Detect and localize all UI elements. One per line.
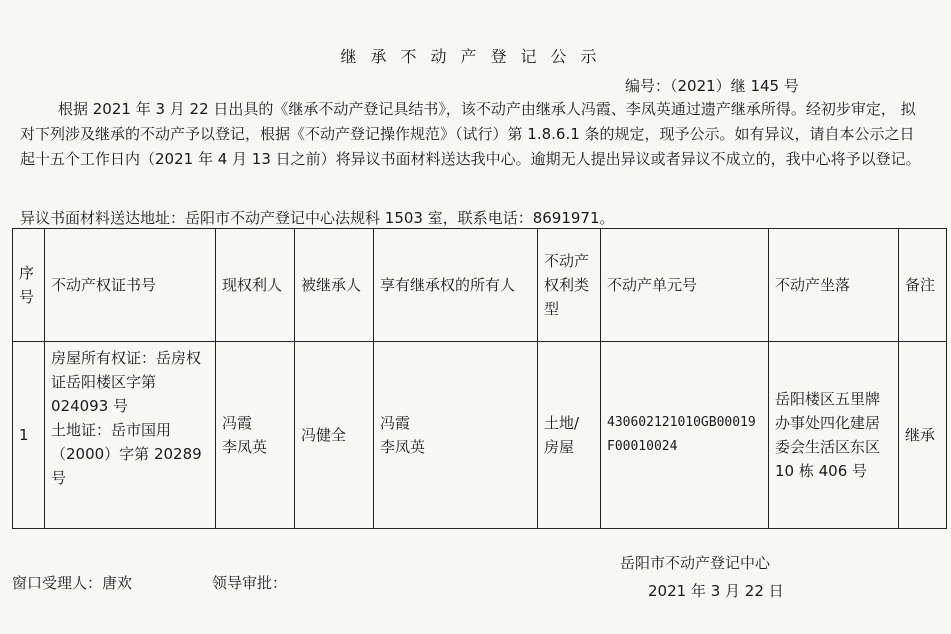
table-row <box>13 342 947 529</box>
issue-date: 2021 年 3 月 22 日 <box>648 582 784 600</box>
cell-seq: 1 <box>13 342 45 529</box>
header-unit-no: 不动产单元号 <box>601 229 769 342</box>
document-number: 编号：（2021）继 145 号 <box>625 77 799 95</box>
cell-location: 岳阳楼区五里牌办事处四化建居委会生活区东区 10 栋 406 号 <box>769 342 899 529</box>
window-clerk: 窗口受理人：唐欢 <box>12 574 133 592</box>
cell-unit-no: 430602121010GB00019F00010024 <box>601 342 769 529</box>
cell-heirs: 冯霞 李凤英 <box>374 342 538 529</box>
cell-current-holder: 冯霞 李凤英 <box>216 342 295 529</box>
header-location: 不动产坐落 <box>769 229 899 342</box>
header-remarks: 备注 <box>899 229 947 342</box>
header-heirs: 享有继承权的所有人 <box>374 229 538 342</box>
cell-remarks: 继承 <box>899 342 947 529</box>
cell-deceased: 冯健全 <box>295 342 374 529</box>
cell-right-type: 土地/房屋 <box>538 342 601 529</box>
leader-approval: 领导审批： <box>212 574 288 592</box>
header-current-holder: 现权利人 <box>216 229 295 342</box>
table-header-row <box>13 229 947 342</box>
body-paragraph: 根据 2021 年 3 月 22 日出具的《继承不动产登记具结书》，该不动产由继承人冯霞、李凤英通过遗产继承所得。经初步审定， 拟对下列涉及继承的不动产予以登记，根据《不动产登记操作规范》（试行）第 1.8.6.1 条的规定，现予公示。如有异议，请自本公示之日起十五个工作日内（2021 年 4 月 13 日之前）将异议书面材料送达我中心。逾期无人提出异议或者异议不成立的，我中心将予以登记。 <box>20 100 921 168</box>
header-seq: 序号 <box>13 229 45 342</box>
header-deceased: 被继承人 <box>295 229 374 342</box>
issuer-name: 岳阳市不动产登记中心 <box>620 554 771 572</box>
property-table <box>12 228 947 529</box>
objection-address: 异议书面材料送达地址：岳阳市不动产登记中心法规科 1503 室，联系电话：8691971。 <box>20 209 615 227</box>
header-right-type: 不动产权利类型 <box>538 229 601 342</box>
cell-cert-no: 房屋所有权证：岳房权证岳阳楼区字第 024093 号 土地证：岳市国用（2000）字第 20289 号 <box>45 342 216 529</box>
page-title: 继承不动产登记公示 <box>340 47 611 66</box>
header-cert-no: 不动产权证书号 <box>45 229 216 342</box>
